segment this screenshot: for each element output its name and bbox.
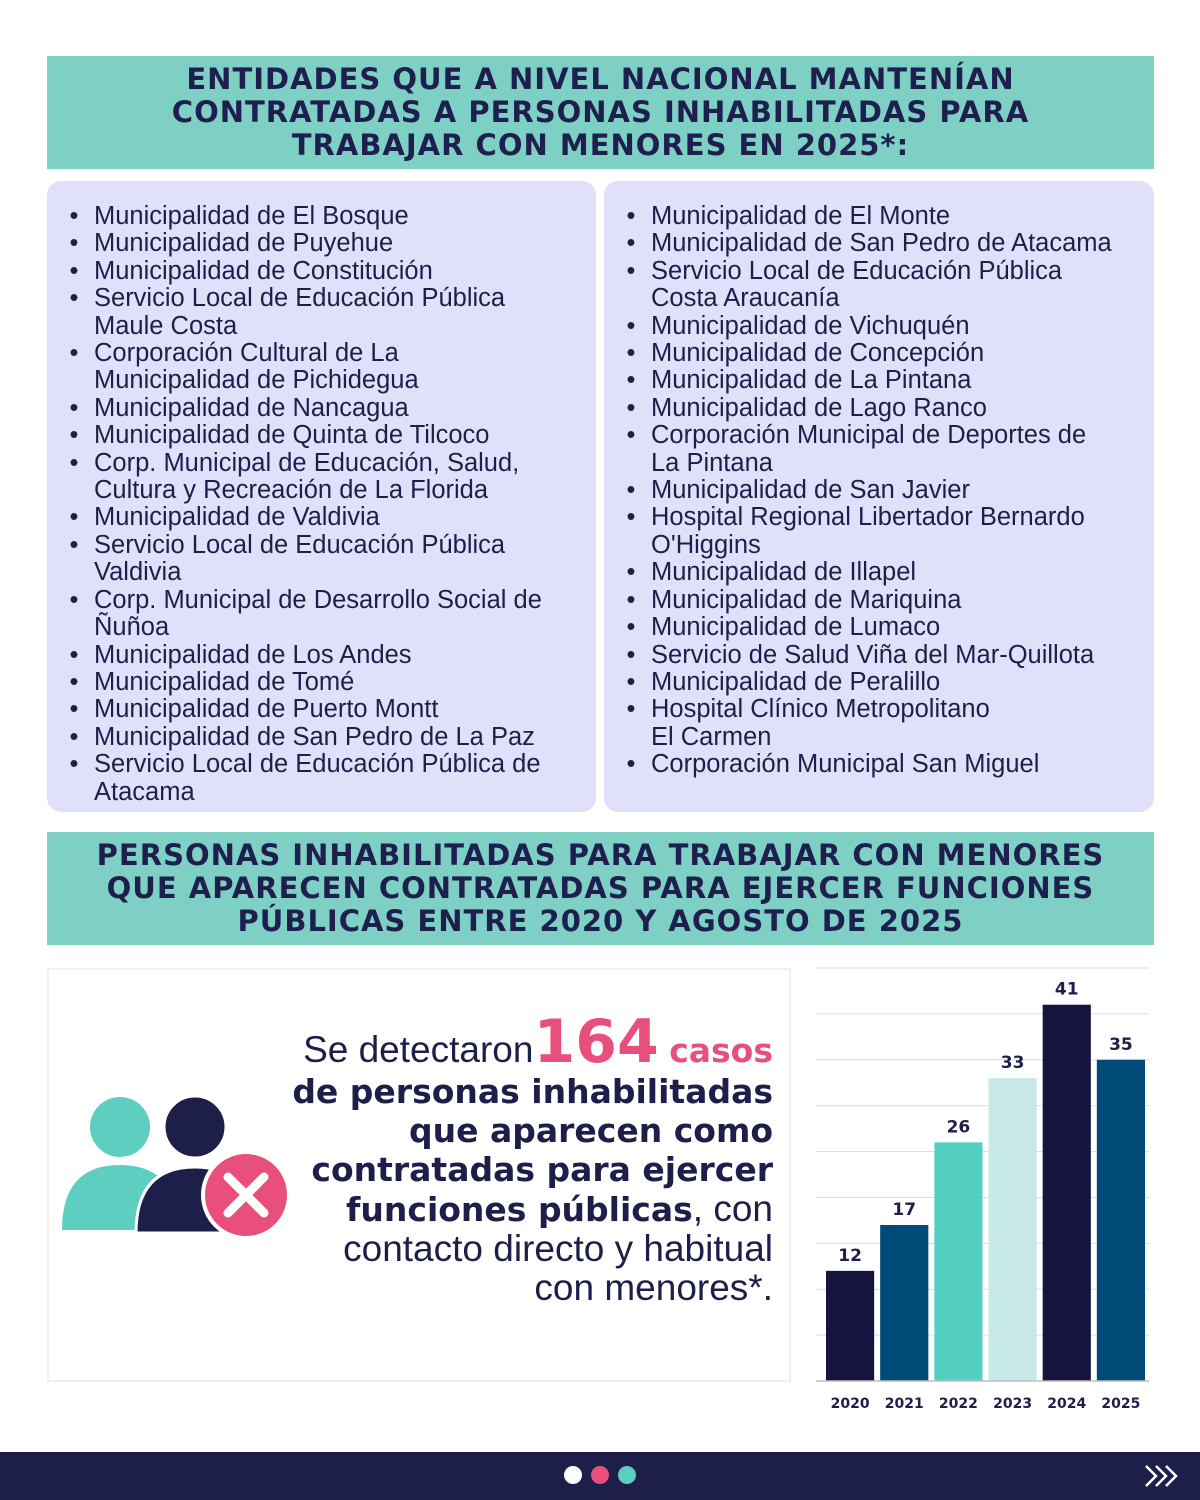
list-item bbox=[624, 504, 1140, 559]
people-icon bbox=[62, 1095, 292, 1240]
list-item bbox=[624, 313, 1140, 340]
stat-line-7: con menores*. bbox=[534, 1267, 773, 1308]
list-item-text: Municipalidad de Peralillo bbox=[651, 667, 941, 696]
carousel-dot[interactable] bbox=[591, 1466, 609, 1484]
list-item bbox=[624, 642, 1140, 669]
bullet-icon: • bbox=[69, 284, 79, 313]
list-item-text: Municipalidad de Los Andes bbox=[94, 640, 412, 669]
bar-chart bbox=[812, 960, 1157, 1420]
bar-2020 bbox=[826, 1271, 874, 1381]
list-item-text: La Pintana bbox=[651, 448, 773, 477]
list-item bbox=[67, 724, 582, 751]
list-item-text: Costa Araucanía bbox=[651, 284, 840, 313]
title-line: PERSONAS INHABILITADAS PARA TRABAJAR CON MENORES bbox=[96, 838, 1105, 872]
bullet-icon: • bbox=[626, 503, 636, 532]
list-item-text: Servicio Local de Educación Pública bbox=[651, 256, 1063, 285]
x-circle-icon bbox=[203, 1152, 289, 1238]
list-item-text: Maule Costa bbox=[94, 311, 238, 340]
list-item-text: Municipalidad de San Javier bbox=[651, 476, 970, 505]
list-item bbox=[67, 340, 582, 395]
bullet-icon: • bbox=[69, 393, 79, 422]
bullet-icon: • bbox=[69, 750, 79, 779]
list-item-text: Municipalidad de Mariquina bbox=[651, 585, 962, 614]
list-item-text: O'Higgins bbox=[651, 530, 761, 559]
bullet-icon: • bbox=[69, 722, 79, 751]
section-title-hired-persons bbox=[47, 832, 1154, 945]
list-item bbox=[67, 532, 582, 587]
bullet-icon: • bbox=[626, 339, 636, 368]
data-label: 12 bbox=[838, 1245, 862, 1266]
list-item bbox=[624, 340, 1140, 367]
entity-list bbox=[47, 181, 596, 806]
bar-2025 bbox=[1097, 1060, 1145, 1381]
list-item bbox=[67, 642, 582, 669]
stat-line-6: contacto directo y habitual bbox=[343, 1228, 773, 1269]
list-item-text: Municipalidad de Illapel bbox=[651, 558, 917, 587]
stat-line-5-bold: funciones públicas bbox=[346, 1190, 693, 1229]
list-item bbox=[67, 669, 582, 696]
list-item bbox=[67, 285, 582, 340]
x-tick-label: 2021 bbox=[884, 1396, 924, 1412]
carousel-dot[interactable] bbox=[564, 1466, 582, 1484]
bullet-icon: • bbox=[69, 667, 79, 696]
title-line: PÚBLICAS ENTRE 2020 Y AGOSTO DE 2025 bbox=[237, 904, 964, 938]
bullet-icon: • bbox=[626, 667, 636, 696]
bullet-icon: • bbox=[69, 503, 79, 532]
bullet-icon: • bbox=[626, 613, 636, 642]
title-line: CONTRATADAS A PERSONAS INHABILITADAS PARA bbox=[171, 95, 1030, 129]
bullet-icon: • bbox=[626, 256, 636, 285]
list-item-text: Municipalidad de Concepción bbox=[651, 339, 985, 368]
list-item bbox=[67, 696, 582, 723]
list-item bbox=[67, 587, 582, 642]
list-item-text: Valdivia bbox=[94, 558, 182, 587]
list-item bbox=[624, 696, 1140, 751]
list-item-text: Servicio Local de Educación Pública de bbox=[94, 750, 541, 779]
list-item-text: Municipalidad de El Bosque bbox=[94, 202, 409, 230]
list-item-text: Cultura y Recreación de La Florida bbox=[94, 476, 489, 505]
list-item bbox=[624, 203, 1140, 230]
bar-2022 bbox=[934, 1142, 982, 1381]
list-item bbox=[624, 367, 1140, 394]
list-item-text: El Carmen bbox=[651, 722, 772, 751]
stat-line-1 bbox=[283, 1007, 773, 1077]
list-item-text: Municipalidad de Quinta de Tilcoco bbox=[94, 421, 490, 450]
bullet-icon: • bbox=[626, 695, 636, 724]
list-item-text: Corporación Cultural de La bbox=[94, 339, 399, 368]
bullet-icon: • bbox=[626, 311, 636, 340]
list-item bbox=[67, 203, 582, 230]
entity-list bbox=[604, 181, 1154, 779]
list-item-text: Municipalidad de San Pedro de La Paz bbox=[94, 722, 535, 751]
list-item-text: Municipalidad de San Pedro de Atacama bbox=[651, 229, 1112, 258]
bullet-icon: • bbox=[626, 750, 636, 779]
data-label: 35 bbox=[1109, 1034, 1133, 1055]
next-arrows-icon[interactable] bbox=[1142, 1460, 1182, 1492]
bullet-icon: • bbox=[69, 585, 79, 614]
list-item-text: Municipalidad de Puyehue bbox=[94, 229, 394, 258]
bullet-icon: • bbox=[69, 256, 79, 285]
x-tick-label: 2020 bbox=[830, 1396, 870, 1412]
list-item bbox=[624, 751, 1140, 778]
list-item bbox=[67, 450, 582, 505]
section-title-entities bbox=[47, 56, 1154, 169]
bullet-icon: • bbox=[69, 202, 79, 230]
stat-line-4: contratadas para ejercer bbox=[311, 1150, 773, 1189]
list-item-text: Servicio Local de Educación Pública bbox=[94, 530, 506, 559]
list-item bbox=[624, 258, 1140, 313]
list-item-text: Municipalidad de Constitución bbox=[94, 256, 433, 285]
bullet-icon: • bbox=[626, 640, 636, 669]
bar-2024 bbox=[1043, 1005, 1091, 1381]
list-item bbox=[67, 395, 582, 422]
data-label: 41 bbox=[1054, 979, 1079, 1000]
data-label: 26 bbox=[946, 1117, 971, 1138]
bullet-icon: • bbox=[69, 640, 79, 669]
stat-text bbox=[283, 1007, 773, 1308]
bullet-icon: • bbox=[626, 476, 636, 505]
bar-2021 bbox=[880, 1225, 928, 1381]
list-item bbox=[67, 751, 582, 806]
bullet-icon: • bbox=[626, 585, 636, 614]
list-item-text: Municipalidad de Lago Ranco bbox=[651, 393, 987, 422]
list-item bbox=[67, 230, 582, 257]
bullet-icon: • bbox=[626, 202, 636, 230]
list-item-text: Municipalidad de Pichidegua bbox=[94, 366, 419, 395]
bullet-icon: • bbox=[626, 366, 636, 395]
bullet-icon: • bbox=[626, 229, 636, 258]
stat-pre: Se detectaron bbox=[303, 1029, 534, 1070]
stat-line-5-rest: , con bbox=[692, 1188, 773, 1229]
list-item-text: Hospital Clínico Metropolitano bbox=[651, 695, 990, 724]
list-item-text: Atacama bbox=[94, 777, 195, 806]
data-label: 33 bbox=[1000, 1053, 1025, 1074]
entity-list-right bbox=[604, 181, 1154, 812]
list-item bbox=[624, 395, 1140, 422]
title-line: QUE APARECEN CONTRATADAS PARA EJERCER FUNCIONES bbox=[106, 871, 1095, 905]
list-item bbox=[67, 258, 582, 285]
stat-number: 164 bbox=[533, 1007, 659, 1077]
x-tick-label: 2024 bbox=[1047, 1396, 1087, 1412]
x-tick-label: 2023 bbox=[993, 1396, 1033, 1412]
list-item-text: Ñuñoa bbox=[94, 613, 170, 642]
list-item bbox=[624, 614, 1140, 641]
list-item bbox=[624, 559, 1140, 586]
list-item bbox=[624, 477, 1140, 504]
stat-line-3: que aparecen como bbox=[408, 1111, 773, 1150]
footer-bar bbox=[0, 1452, 1200, 1500]
list-item bbox=[67, 504, 582, 531]
list-item-text: Municipalidad de La Pintana bbox=[651, 366, 972, 395]
stat-line-2: de personas inhabilitadas bbox=[292, 1072, 773, 1111]
x-tick-label: 2025 bbox=[1101, 1396, 1141, 1412]
bullet-icon: • bbox=[69, 695, 79, 724]
list-item-text: Municipalidad de Lumaco bbox=[651, 613, 941, 642]
list-item-text: Corporación Municipal de Deportes de bbox=[651, 421, 1087, 450]
list-item-text: Municipalidad de Tomé bbox=[94, 667, 355, 696]
list-item-text: Corp. Municipal de Educación, Salud, bbox=[94, 448, 520, 477]
list-item-text: Municipalidad de Vichuquén bbox=[651, 311, 970, 340]
stat-casos: casos bbox=[669, 1031, 773, 1070]
list-item-text: Servicio de Salud Viña del Mar-Quillota bbox=[651, 640, 1095, 669]
bullet-icon: • bbox=[626, 393, 636, 422]
list-item bbox=[67, 422, 582, 449]
carousel-dot[interactable] bbox=[618, 1466, 636, 1484]
bullet-icon: • bbox=[69, 530, 79, 559]
list-item bbox=[624, 230, 1140, 257]
data-label: 17 bbox=[892, 1199, 917, 1220]
list-item bbox=[624, 669, 1140, 696]
list-item-text: Municipalidad de Nancagua bbox=[94, 393, 409, 422]
list-item-text: Hospital Regional Libertador Bernardo bbox=[651, 503, 1085, 532]
x-tick-label: 2022 bbox=[938, 1396, 978, 1412]
entity-list-left bbox=[47, 181, 596, 812]
list-item bbox=[624, 587, 1140, 614]
bullet-icon: • bbox=[626, 558, 636, 587]
bullet-icon: • bbox=[69, 229, 79, 258]
list-item-text: Municipalidad de Puerto Montt bbox=[94, 695, 439, 724]
list-item-text: Servicio Local de Educación Pública bbox=[94, 284, 506, 313]
list-item-text: Corp. Municipal de Desarrollo Social de bbox=[94, 585, 542, 614]
stat-line-5 bbox=[283, 1189, 773, 1229]
bullet-icon: • bbox=[69, 421, 79, 450]
bullet-icon: • bbox=[69, 448, 79, 477]
list-item-text: Municipalidad de El Monte bbox=[651, 202, 951, 230]
title-line: ENTIDADES QUE A NIVEL NACIONAL MANTENÍAN bbox=[186, 62, 1015, 96]
list-item bbox=[624, 422, 1140, 477]
list-item-text: Corporación Municipal San Miguel bbox=[651, 750, 1040, 779]
title-line: TRABAJAR CON MENORES EN 2025*: bbox=[291, 128, 910, 162]
bullet-icon: • bbox=[69, 339, 79, 368]
bar-2023 bbox=[989, 1078, 1037, 1381]
list-item-text: Municipalidad de Valdivia bbox=[94, 503, 380, 532]
bullet-icon: • bbox=[626, 421, 636, 450]
